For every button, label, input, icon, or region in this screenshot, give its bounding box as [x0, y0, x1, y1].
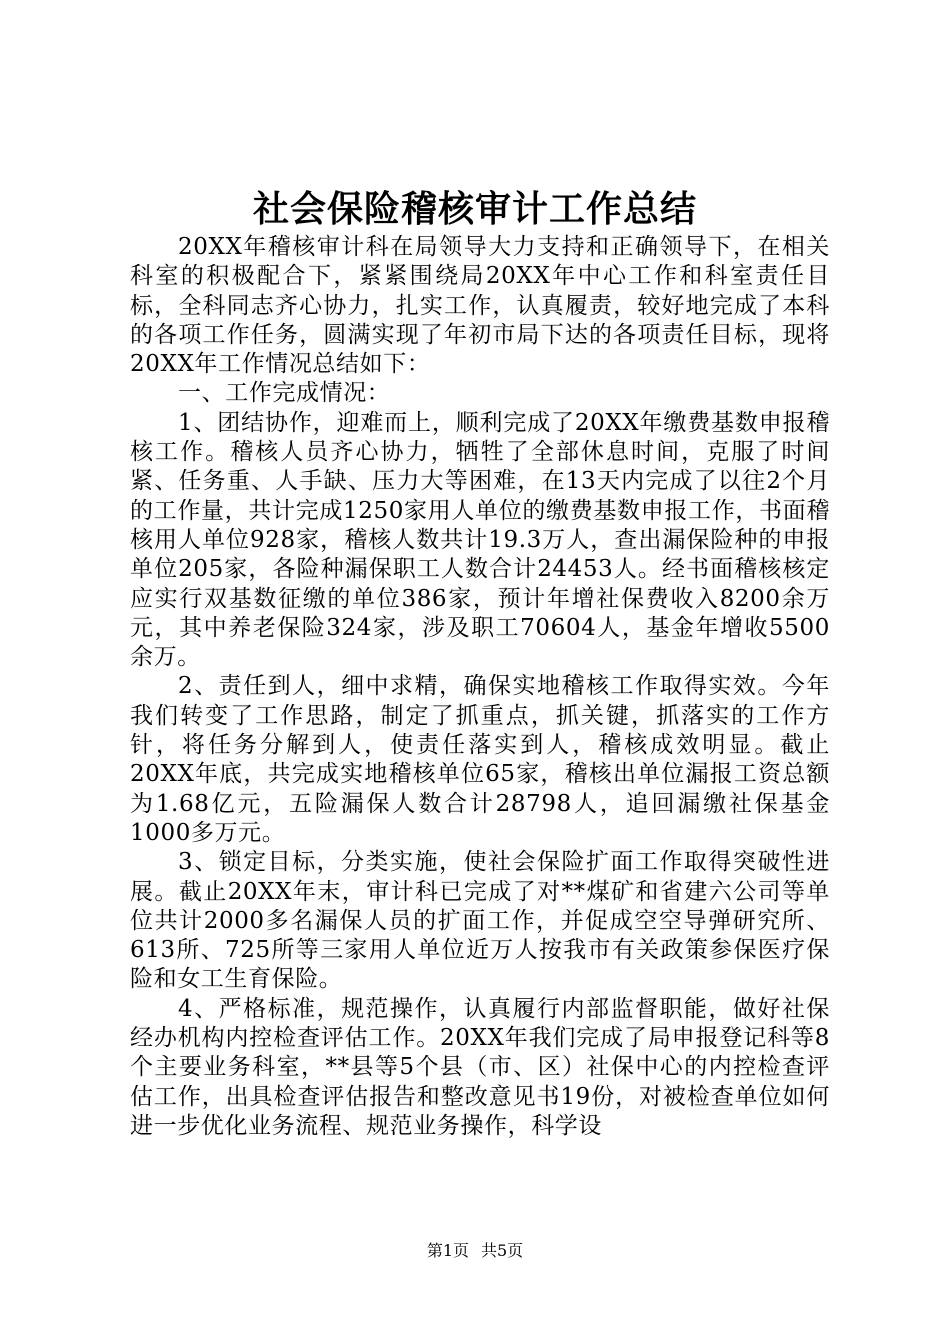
paragraph-item-2: 2、责任到人，细中求精，确保实地稽核工作取得实效。今年我们转变了工作思路，制定了抓重点，抓关键，抓落实的工作方针，将任务分解到人，使责任落实到人，稽核成效明显。截止20XX年底，共完成实地稽核单位65家，稽核出单位漏报工资总额为1.68亿元，五险漏保人数合计28798人，追回漏缴社保基金1000多万元。	[130, 673, 830, 846]
document-title: 社会保险稽核审计工作总结	[252, 188, 697, 230]
section-heading: 一、工作完成情况：	[178, 380, 391, 407]
page-footer	[0, 1240, 950, 1262]
document-body	[130, 233, 830, 1141]
page-total: 共5页	[481, 1241, 524, 1260]
paragraph-intro: 20XX年稽核审计科在局领导大力支持和正确领导下，在相关科室的积极配合下，紧紧围绕局20XX年中心工作和科室责任目标，全科同志齐心协力，扎实工作，认真履责，较好地完成了本科的各项工作任务，圆满实现了年初市局下达的各项责任目标，现将20XX年工作情况总结如下：	[130, 234, 830, 378]
paragraph-item-1: 1、团结协作，迎难而上，顺利完成了20XX年缴费基数申报稽核工作。稽核人员齐心协力，牺牲了全部休息时间，克服了时间紧、任务重、人手缺、压力大等困难，在13天内完成了以往2个月的工作量，共计完成1250家用人单位的缴费基数申报工作，书面稽核用人单位928家，稽核人数共计19.3万人，查出漏保险种的申报单位205家，各险种漏保职工人数合计24453人。经书面稽核核定应实行双基数征缴的单位386家，预计年增社保费收入8200余万元，其中养老保险324家，涉及职工70604人，基金年增收5500余万。	[130, 409, 830, 671]
page-number: 第1页	[426, 1241, 469, 1260]
paragraph-item-3: 3、锁定目标，分类实施，使社会保险扩面工作取得突破性进展。截止20XX年末，审计科已完成了对**煤矿和省建六公司等单位共计2000多名漏保人员的扩面工作，并促成空空导弹研究所、613所、725所等三家用人单位近万人按我市有关政策参保医疗保险和女工生育保险。	[130, 849, 830, 993]
paragraph-item-4: 4、严格标准，规范操作，认真履行内部监督职能，做好社保经办机构内控检查评估工作。20XX年我们完成了局申报登记科等8个主要业务科室，**县等5个县（市、区）社保中心的内控检查评估工作，出具检查评估报告和整改意见书19份，对被检查单位如何进一步优化业务流程、规范业务操作，科学设	[130, 995, 830, 1139]
